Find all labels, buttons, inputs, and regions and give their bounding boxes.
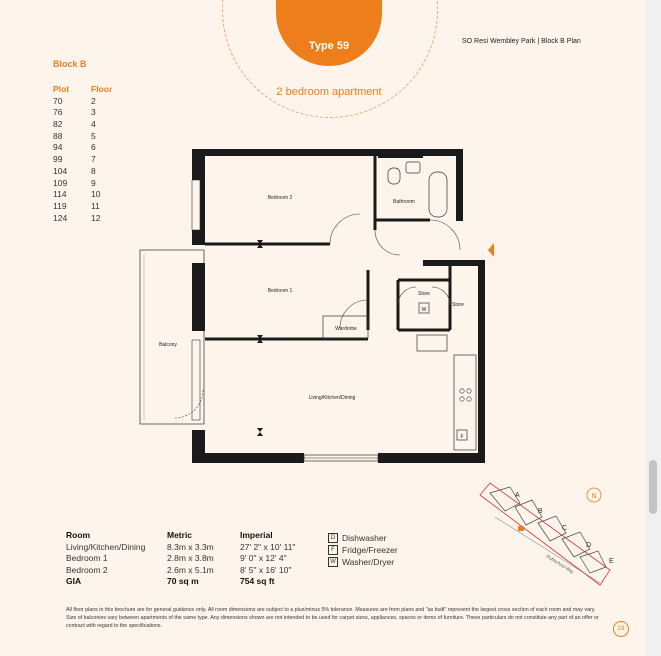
legend-key-box: F [328, 545, 338, 555]
scrollbar-thumb[interactable] [649, 460, 657, 514]
plot-cell: 70 [53, 95, 63, 106]
apartment-subtitle: 2 bedroom apartment [276, 86, 382, 98]
document-reference: SO Resi Wembley Park | Block B Plan [462, 38, 581, 45]
balcony-label: Balcony [159, 342, 177, 348]
interior-walls [205, 156, 450, 339]
block-letter-b: B [538, 508, 543, 515]
apartment-location-marker [518, 526, 524, 531]
table-row [66, 553, 328, 565]
floor-cell: 10 [91, 189, 101, 200]
bathroom-label: Bathroom [393, 199, 415, 205]
floor-header: Floor [91, 84, 113, 94]
exterior-walls [192, 149, 485, 463]
table-row [53, 166, 112, 178]
table-row [66, 542, 328, 554]
page-number: 23 [613, 621, 629, 637]
plot-cell: 104 [53, 165, 68, 176]
room-table-header [66, 530, 328, 542]
floor-cell: 6 [91, 142, 96, 153]
room-name: Bedroom 2 [66, 564, 108, 575]
room-header: Room [66, 530, 91, 540]
table-row [53, 213, 112, 225]
gia-label: GIA [66, 576, 82, 586]
table-row [53, 154, 112, 166]
room-metric: 2.8m x 3.8m [167, 553, 214, 563]
window [192, 340, 200, 420]
floor-cell: 3 [91, 107, 96, 118]
plot-header: Plot [53, 84, 70, 94]
table-row [53, 178, 112, 190]
appliance-legend [328, 532, 398, 568]
scrollbar-track[interactable] [645, 0, 661, 656]
street-label: Rutherford Way [545, 553, 575, 575]
legend-label: Fridge/Freezer [342, 545, 398, 555]
table-row [53, 201, 112, 213]
wardrobe-label: Wardrobe [335, 326, 357, 332]
table-row [53, 96, 112, 108]
floor-cell: 8 [91, 165, 96, 176]
block-title: Block B [53, 59, 87, 69]
store1-label: Store [418, 291, 430, 297]
plot-cell: 82 [53, 119, 63, 130]
north-letter: N [591, 493, 597, 500]
washer-letter: W [421, 307, 427, 313]
plot-cell: 109 [53, 177, 68, 188]
table-row [53, 107, 112, 119]
floor-cell: 4 [91, 119, 96, 130]
legend-item [328, 556, 398, 568]
store2-label: Store [452, 302, 464, 308]
disclaimer-text: All floor plans in this brochure are for general guidance only. All room dimensions are subject to a plus/minus 5% tolerance. Measures are from plans and "as built" represent the largest cross section of each room and may vary. Size of balconies vary between apartments of the same type. Any dimensions shown are not intended to be used for carpet sizes, appliances, spaces or items of furniture. These particulars do not constitute any part of an offer or contract with regard to the specifications. [66, 607, 599, 629]
room-name: Living/Kitchen/Dining [66, 541, 146, 552]
floor-cell: 7 [91, 154, 96, 165]
table-row [53, 119, 112, 131]
fridge-letter: F [460, 434, 464, 440]
legend-label: Washer/Dryer [342, 557, 395, 567]
table-row [66, 565, 328, 577]
floor-cell: 12 [91, 212, 101, 223]
plot-cell: 119 [53, 200, 67, 211]
room-imperial: 8' 5" x 16' 10" [240, 564, 292, 575]
plot-table-header [53, 84, 112, 96]
room-metric: 2.6m x 5.1m [167, 564, 214, 575]
gia-row [66, 576, 328, 588]
legend-key-box: W [328, 557, 338, 567]
table-row [53, 131, 112, 143]
floor-cell: 2 [91, 95, 96, 106]
entrance-arrow-icon [488, 243, 494, 257]
room-imperial: 27' 2" x 10' 11" [240, 541, 296, 552]
bedroom2-label: Bedroom 2 [267, 195, 293, 201]
plot-cell: 114 [53, 189, 67, 200]
block-letter-d: D [586, 542, 592, 549]
bedroom1-label: Bedroom 1 [267, 288, 293, 294]
window [192, 180, 200, 230]
plot-cell: 94 [53, 142, 63, 153]
living-label: Living/Kitchen/Dining [308, 395, 356, 401]
gia-imperial: 754 sq ft [240, 576, 275, 586]
legend-key-box: D [328, 533, 338, 543]
basin-icon [406, 162, 420, 173]
table-row [53, 142, 112, 154]
type-label: Type 59 [308, 40, 350, 52]
site-key-plan [460, 475, 630, 595]
floor-cell: 9 [91, 177, 96, 188]
imperial-header: Imperial [240, 530, 273, 540]
legend-label: Dishwasher [342, 533, 387, 543]
block-letter-c: C [562, 525, 568, 532]
block-letter-a: A [515, 492, 520, 499]
bathtub-icon [429, 172, 447, 217]
room-imperial: 9' 0" x 12' 4" [240, 553, 287, 563]
block-letter-e: E [609, 558, 614, 565]
legend-item [328, 544, 398, 556]
table-row [53, 189, 112, 201]
room-metric: 8.3m x 3.3m [167, 541, 214, 552]
metric-header: Metric [167, 530, 193, 540]
plot-cell: 88 [53, 130, 63, 141]
room-name: Bedroom 1 [66, 553, 108, 563]
kitchen-sink-icon [417, 335, 447, 351]
plot-cell: 99 [53, 154, 63, 165]
floor-cell: 5 [91, 130, 96, 141]
legend-item [328, 532, 398, 544]
floor-plan [130, 140, 500, 470]
plot-cell: 76 [53, 107, 63, 118]
gia-metric: 70 sq m [167, 576, 199, 586]
plot-cell: 124 [53, 212, 68, 223]
floor-cell: 11 [91, 200, 100, 211]
room-dimensions-table [66, 530, 328, 588]
toilet-icon [388, 168, 400, 184]
plot-floor-table [53, 84, 112, 224]
